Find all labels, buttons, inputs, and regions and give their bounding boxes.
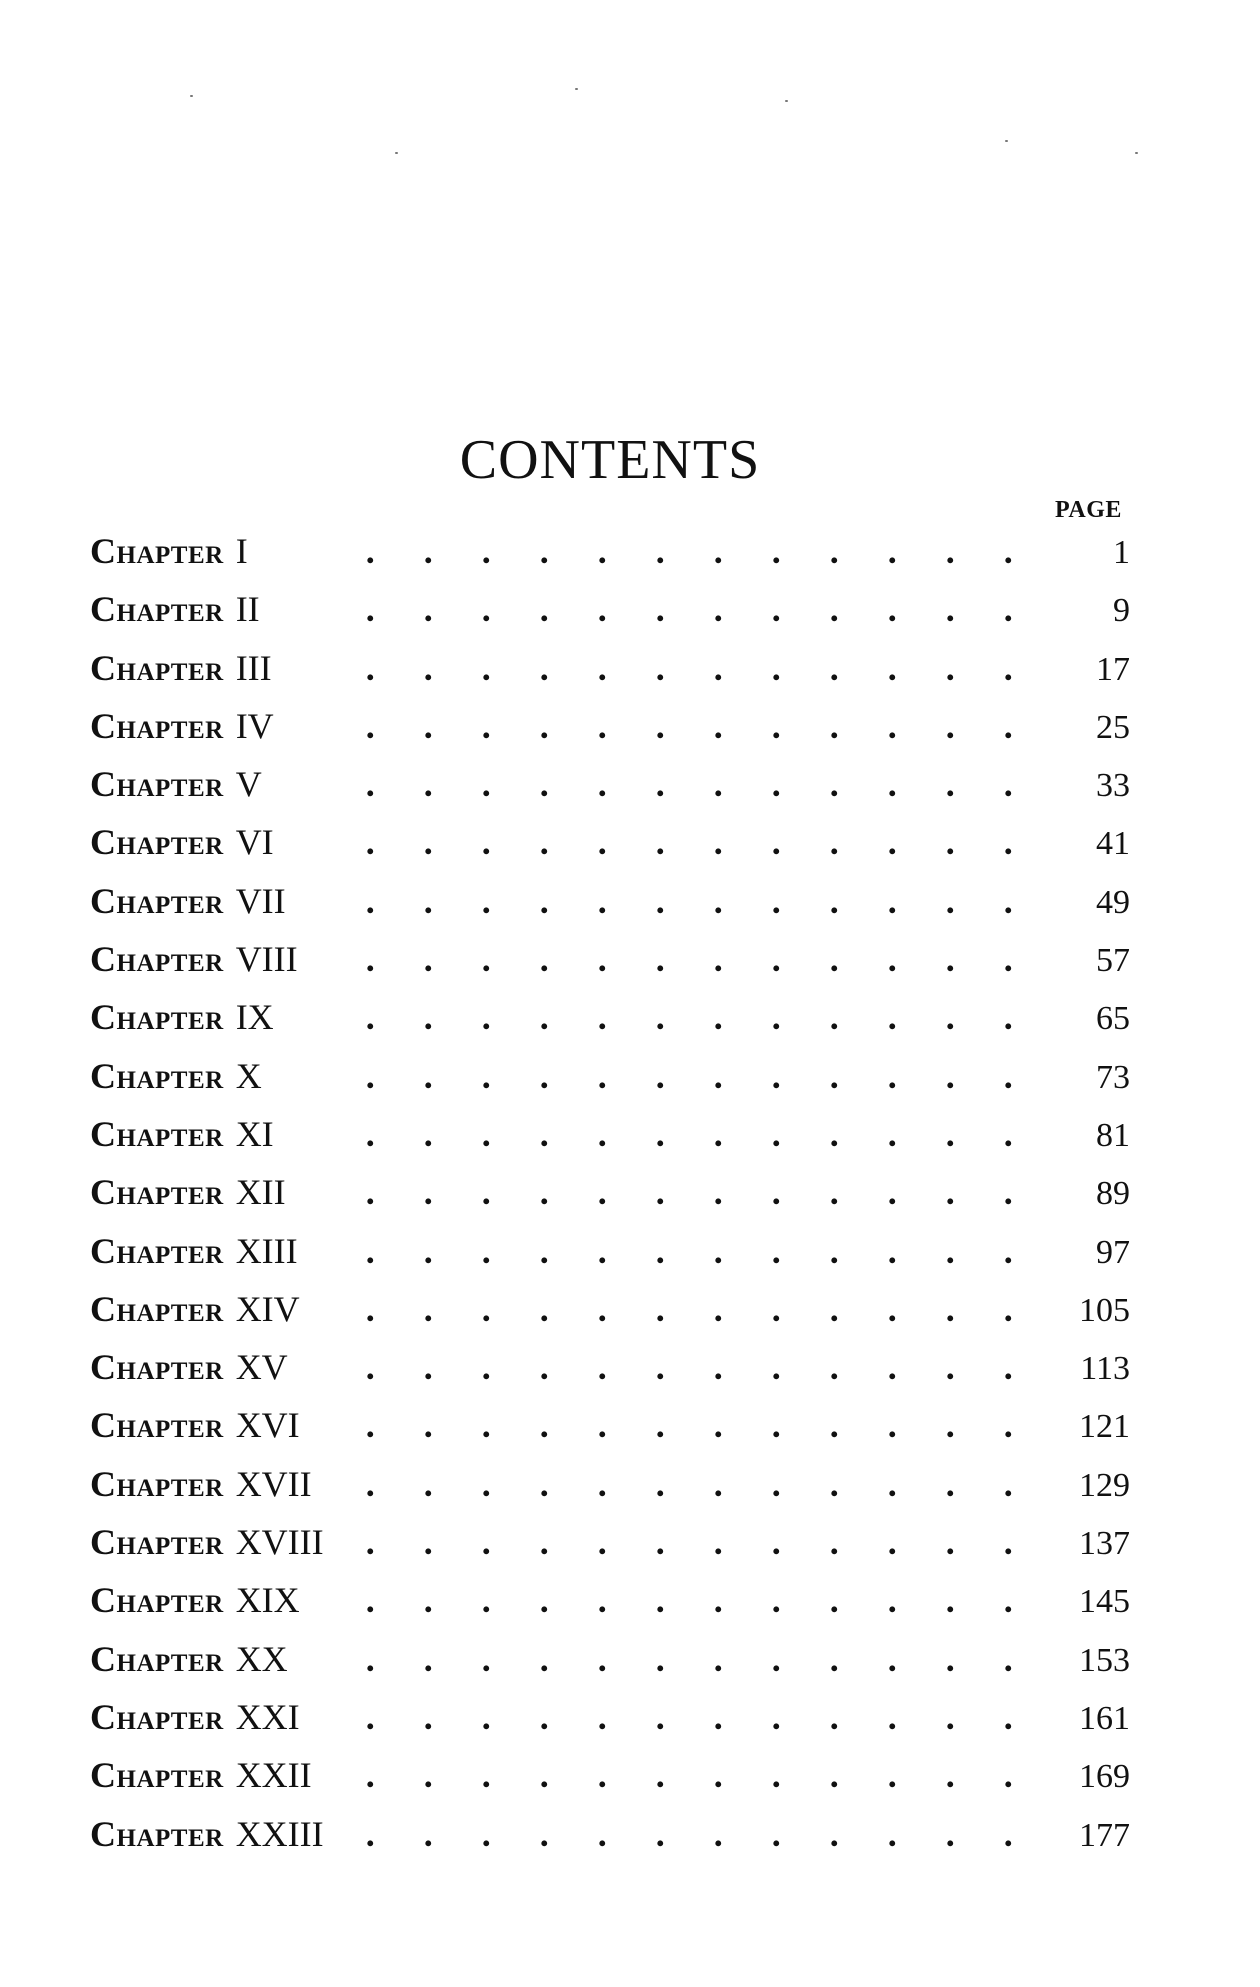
dot-leader (366, 880, 1060, 922)
page-number: 65 (1096, 1000, 1130, 1038)
table-of-contents (90, 530, 1130, 1871)
chapter-label: Chapter (90, 589, 224, 630)
chapter-label: Chapter (90, 1696, 224, 1737)
dot-leader (366, 1288, 1060, 1330)
page-number: 129 (1079, 1466, 1130, 1504)
chapter-label: Chapter (90, 764, 224, 805)
dot-leader (366, 1521, 1060, 1563)
chapter-numeral: XXIII (235, 1813, 324, 1854)
page-number: 145 (1079, 1583, 1130, 1621)
toc-entry[interactable] (90, 647, 1130, 705)
chapter-numeral: XIII (235, 1230, 298, 1271)
dot-leader (366, 1813, 1060, 1855)
chapter-numeral: V (235, 764, 262, 805)
chapter-label: Chapter (90, 880, 224, 921)
chapter-label: Chapter (90, 1638, 224, 1679)
chapter-label: Chapter (90, 1755, 224, 1796)
chapter-label: Chapter (90, 822, 224, 863)
chapter-label: Chapter (90, 1055, 224, 1096)
chapter-label: Chapter (90, 1580, 224, 1621)
toc-entry[interactable] (90, 1113, 1130, 1171)
toc-entry[interactable] (90, 1230, 1130, 1288)
toc-entry[interactable] (90, 705, 1130, 763)
chapter-numeral: VII (235, 880, 286, 921)
page-number: 81 (1096, 1116, 1130, 1154)
paper-speck (785, 100, 788, 102)
chapter-label: Chapter (90, 1230, 224, 1271)
dot-leader (366, 1055, 1060, 1097)
toc-entry[interactable] (90, 821, 1130, 879)
dot-leader (366, 1463, 1060, 1505)
chapter-label: Chapter (90, 1405, 224, 1446)
page-number: 89 (1096, 1175, 1130, 1213)
chapter-numeral: III (235, 647, 272, 688)
page-number: 97 (1096, 1233, 1130, 1271)
dot-leader (366, 1404, 1060, 1446)
toc-entry[interactable] (90, 1638, 1130, 1696)
dot-leader (366, 588, 1060, 630)
page-number: 49 (1096, 883, 1130, 921)
toc-entry[interactable] (90, 1288, 1130, 1346)
toc-entry[interactable] (90, 1346, 1130, 1404)
toc-entry[interactable] (90, 1521, 1130, 1579)
toc-entry[interactable] (90, 880, 1130, 938)
toc-entry[interactable] (90, 1696, 1130, 1754)
chapter-numeral: XVI (235, 1405, 300, 1446)
page-number: 17 (1096, 650, 1130, 688)
chapter-numeral: XV (235, 1347, 288, 1388)
page-number: 1 (1113, 534, 1130, 571)
chapter-numeral: XI (235, 1113, 274, 1154)
chapter-numeral: XIV (235, 1288, 300, 1329)
chapter-numeral: IX (235, 997, 274, 1038)
dot-leader (366, 1230, 1060, 1272)
page-column-header: PAGE (1055, 497, 1122, 523)
chapter-label: Chapter (90, 1347, 224, 1388)
dot-leader (366, 996, 1060, 1038)
dot-leader (366, 1579, 1060, 1621)
toc-entry[interactable] (90, 938, 1130, 996)
chapter-numeral: XX (235, 1638, 288, 1679)
page-number: 121 (1079, 1408, 1130, 1446)
page-number: 161 (1079, 1699, 1130, 1737)
dot-leader (366, 1754, 1060, 1796)
page-title: CONTENTS (459, 428, 761, 491)
chapter-numeral: VI (235, 822, 274, 863)
chapter-numeral: I (235, 531, 248, 571)
toc-entry[interactable] (90, 530, 1130, 588)
chapter-numeral: XIX (235, 1580, 300, 1621)
toc-entry[interactable] (90, 1754, 1130, 1812)
chapter-label: Chapter (90, 939, 224, 980)
paper-speck (1135, 152, 1138, 154)
chapter-label: Chapter (90, 1288, 224, 1329)
chapter-label: Chapter (90, 1463, 224, 1504)
dot-leader (366, 1346, 1060, 1388)
toc-entry[interactable] (90, 1463, 1130, 1521)
toc-entry[interactable] (90, 588, 1130, 646)
paper-speck (1005, 140, 1008, 142)
dot-leader (366, 821, 1060, 863)
chapter-label: Chapter (90, 531, 224, 571)
page-number: 153 (1079, 1641, 1130, 1679)
chapter-label: Chapter (90, 647, 224, 688)
chapter-label: Chapter (90, 997, 224, 1038)
chapter-numeral: XII (235, 1172, 286, 1213)
chapter-numeral: IV (235, 705, 274, 746)
dot-leader (366, 705, 1060, 747)
page-number: 113 (1080, 1350, 1130, 1388)
dot-leader (366, 1638, 1060, 1680)
dot-leader (366, 530, 1060, 572)
page-number: 9 (1113, 592, 1130, 630)
dot-leader (366, 1171, 1060, 1213)
chapter-numeral: X (235, 1055, 262, 1096)
chapter-label: Chapter (90, 1172, 224, 1213)
toc-entry[interactable] (90, 996, 1130, 1054)
page-number: 177 (1079, 1816, 1130, 1854)
chapter-numeral: XXII (235, 1755, 312, 1796)
page-number: 105 (1079, 1291, 1130, 1329)
paper-speck (575, 88, 578, 90)
chapter-numeral: XVII (235, 1463, 312, 1504)
page-number: 169 (1079, 1758, 1130, 1796)
page-number: 137 (1079, 1525, 1130, 1563)
page-number: 33 (1096, 767, 1130, 805)
toc-entry[interactable] (90, 1171, 1130, 1229)
dot-leader (366, 763, 1060, 805)
chapter-label: Chapter (90, 705, 224, 746)
toc-entry[interactable] (90, 1404, 1130, 1462)
chapter-numeral: XVIII (235, 1522, 324, 1563)
toc-entry[interactable] (90, 1579, 1130, 1637)
paper-speck (190, 95, 193, 97)
toc-entry[interactable] (90, 763, 1130, 821)
dot-leader (366, 1696, 1060, 1738)
chapter-label: Chapter (90, 1522, 224, 1563)
page-number: 73 (1096, 1058, 1130, 1096)
dot-leader (366, 647, 1060, 689)
dot-leader (366, 1113, 1060, 1155)
chapter-numeral: VIII (235, 939, 298, 980)
page-number: 25 (1096, 708, 1130, 746)
chapter-numeral: II (235, 589, 260, 630)
dot-leader (366, 938, 1060, 980)
toc-entry[interactable] (90, 1055, 1130, 1113)
chapter-numeral: XXI (235, 1696, 300, 1737)
page-number: 57 (1096, 942, 1130, 980)
chapter-label: Chapter (90, 1113, 224, 1154)
page-number: 41 (1096, 825, 1130, 863)
paper-speck (395, 152, 398, 154)
chapter-label: Chapter (90, 1813, 224, 1854)
toc-entry[interactable] (90, 1813, 1130, 1871)
